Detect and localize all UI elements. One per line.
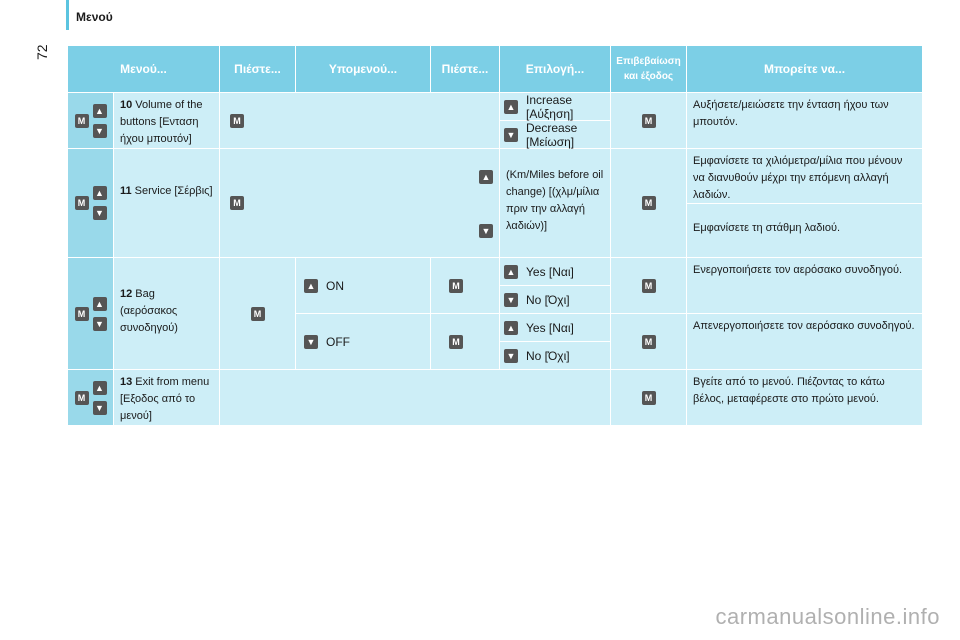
up-arrow-key-icon: ▲ (93, 186, 107, 200)
bag-off-yes (500, 314, 610, 341)
section-accent-bar (66, 0, 69, 30)
menu-key-icon: M (642, 335, 656, 349)
bag-menu-cell (114, 258, 219, 369)
menu-key-icon: M (642, 391, 656, 405)
bag-submenu-off (296, 314, 430, 369)
bag-off-yes-label: Yes [Ναι] (526, 320, 574, 335)
header-confirm-exit: Επιβεβαίωση και έξοδος (611, 46, 686, 92)
bag-number: 12 (120, 288, 133, 300)
service-label: Service [Σέρβις] (134, 185, 213, 197)
bag-on-yes-label: Yes [Ναι] (526, 264, 574, 279)
down-arrow-key-icon: ▼ (93, 401, 107, 415)
down-arrow-key-icon: ▼ (93, 317, 107, 331)
service-menu-cell (114, 149, 219, 257)
menu-key-icon: M (642, 114, 656, 128)
down-arrow-key-icon: ▼ (504, 293, 518, 307)
page-number: 72 (34, 44, 50, 60)
bag-on-yes (500, 258, 610, 285)
menu-key-icon: M (230, 114, 244, 128)
volume-number: 10 (120, 99, 133, 111)
bag-press-cell (220, 258, 295, 369)
bag-keys-cell (68, 258, 113, 369)
exit-keys-cell (68, 370, 113, 425)
menu-key-icon: M (75, 391, 89, 405)
header-press-2: Πιέστε... (431, 46, 499, 92)
bag-submenu-on (296, 258, 430, 313)
volume-option-decrease (500, 121, 610, 148)
exit-menu-cell (114, 370, 219, 425)
exit-result: Βγείτε από το μενού. Πιέζοντας το κάτω βέλος, μεταφέρεστε στο πρώτο μενού. (687, 370, 922, 425)
volume-option-decrease-label: Decrease [Μείωση] (526, 120, 578, 149)
volume-press-cell (220, 93, 499, 148)
header-menu: Μενού... (68, 46, 219, 92)
volume-result: Αυξήσετε/μειώσετε την ένταση ήχου των μπουτόν. (687, 93, 922, 148)
down-arrow-key-icon: ▼ (479, 224, 493, 238)
menu-key-icon: M (230, 196, 244, 210)
up-arrow-key-icon: ▲ (304, 279, 318, 293)
service-number: 11 (120, 185, 132, 197)
bag-off-no (500, 342, 610, 369)
volume-keys-cell (68, 93, 113, 148)
service-keys-cell (68, 149, 113, 257)
bag-result-off: Απενεργοποιήσετε τον αερόσακο συνοδηγού. (687, 314, 922, 369)
bag-submenu-off-label: OFF (326, 334, 350, 349)
menu-key-icon: M (251, 307, 265, 321)
menu-key-icon: M (449, 279, 463, 293)
bag-off-no-label: No [Όχι] (526, 348, 570, 363)
bag-off-press-cell (431, 314, 499, 369)
up-arrow-key-icon: ▲ (504, 100, 518, 114)
menu-key-icon: M (449, 335, 463, 349)
volume-label: Volume of the buttons [Ενταση ήχου μπουτόν] (120, 99, 203, 145)
bag-on-no (500, 286, 610, 313)
menu-table (68, 46, 915, 420)
bag-on-no-label: No [Όχι] (526, 292, 570, 307)
header-you-can: Μπορείτε να... (687, 46, 922, 92)
menu-key-icon: M (75, 307, 89, 321)
down-arrow-key-icon: ▼ (504, 349, 518, 363)
up-arrow-key-icon: ▲ (93, 297, 107, 311)
bag-on-press-cell (431, 258, 499, 313)
service-result-1: Εμφανίσετε τα χιλιόμετρα/μίλια που μένουν να διανυθούν μέχρι την επόμενη αλλαγή λαδιών. (687, 149, 922, 203)
bag-label: Bag (αερόσακος συνοδηγού) (120, 288, 178, 334)
bag-submenu-on-label: ON (326, 278, 344, 293)
down-arrow-key-icon: ▼ (304, 335, 318, 349)
up-arrow-key-icon: ▲ (93, 381, 107, 395)
volume-menu-cell (114, 93, 219, 148)
header-submenu: Υπομενού... (296, 46, 430, 92)
volume-option-increase-label: Increase [Αύξηση] (526, 92, 574, 121)
up-arrow-key-icon: ▲ (504, 321, 518, 335)
volume-confirm-cell (611, 93, 686, 148)
down-arrow-key-icon: ▼ (93, 206, 107, 220)
service-confirm-cell (611, 149, 686, 257)
bag-on-confirm-cell (611, 258, 686, 313)
up-arrow-key-icon: ▲ (504, 265, 518, 279)
exit-number: 13 (120, 376, 133, 388)
volume-option-increase (500, 93, 610, 120)
up-arrow-key-icon: ▲ (93, 104, 107, 118)
down-arrow-key-icon: ▼ (93, 124, 107, 138)
header-choice: Επιλογή... (500, 46, 610, 92)
exit-label: Exit from menu [Εξοδος από το μενού] (120, 376, 210, 422)
service-option: (Km/Miles before oil change) [(χλμ/μίλια πριν την αλλαγή λαδιών)] (500, 149, 610, 257)
watermark: carmanualsonline.info (715, 604, 940, 629)
menu-key-icon: M (642, 196, 656, 210)
exit-empty-cell (220, 370, 610, 425)
up-arrow-key-icon: ▲ (479, 170, 493, 184)
bag-result-on: Ενεργοποιήσετε τον αερόσακο συνοδηγού. (687, 258, 922, 313)
bag-off-confirm-cell (611, 314, 686, 369)
exit-confirm-cell (611, 370, 686, 425)
menu-key-icon: M (75, 196, 89, 210)
menu-key-icon: M (75, 114, 89, 128)
section-title: Μενού (76, 10, 113, 24)
down-arrow-key-icon: ▼ (504, 128, 518, 142)
header-press: Πιέστε... (220, 46, 295, 92)
menu-key-icon: M (642, 279, 656, 293)
service-press-cell (220, 149, 499, 257)
service-result-2: Εμφανίσετε τη στάθμη λαδιού. (687, 204, 922, 257)
